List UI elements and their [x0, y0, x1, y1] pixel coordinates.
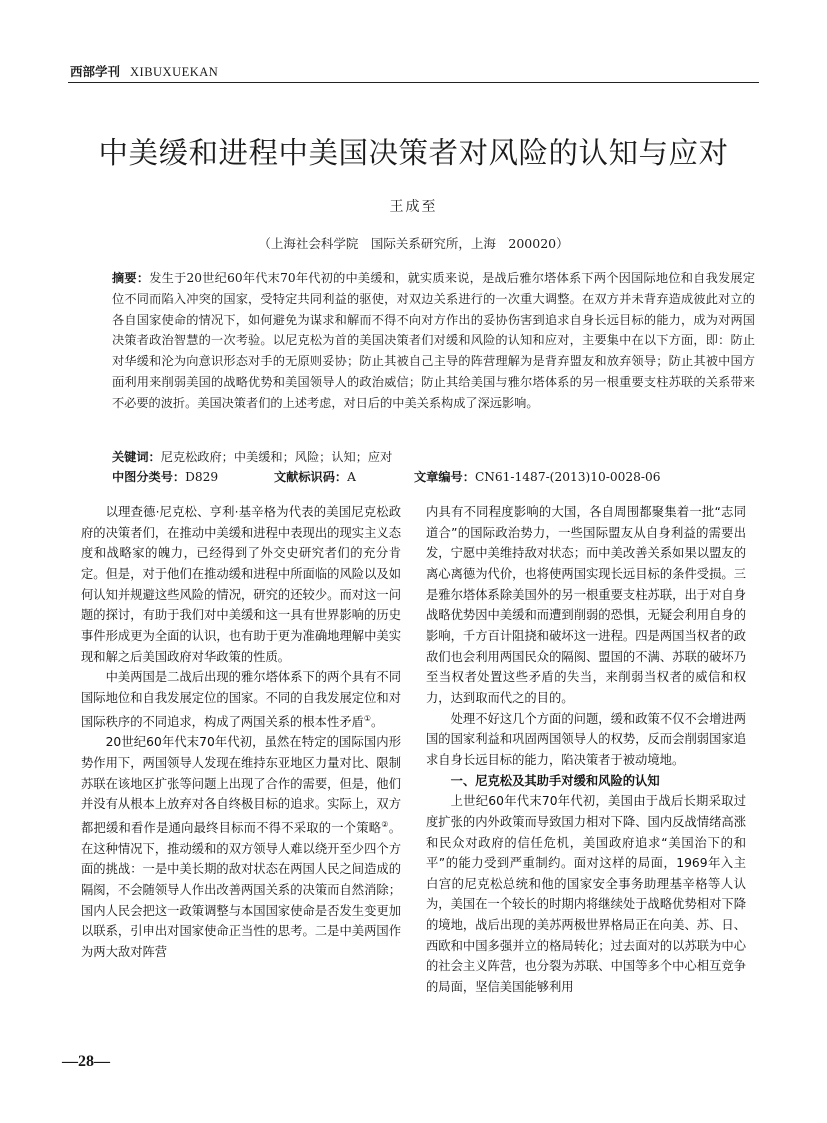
footnote-ref[interactable]: ① — [363, 713, 372, 723]
journal-name-en: XIBUXUEKAN — [130, 65, 219, 79]
journal-header — [70, 62, 218, 80]
keywords — [112, 448, 392, 465]
article-title: 中美缓和进程中美国决策者对风险的认知与应对 — [98, 136, 729, 170]
header-rule — [68, 82, 759, 83]
journal-name-cn: 西部学刊 — [70, 64, 121, 79]
clc-number — [112, 468, 218, 485]
paragraph: 内具有不同程度影响的大国，各自周围都聚集着一批“志同道合”的国际政治势力，一些国际盟友从自身利益的需要出发，宁愿中美维持敌对状态；而中美改善关系如果以盟友的离心离德为代价，也将使两国实现长远目标的条件受损。三是雅尔塔体系除美国外的另一根重要支柱苏联，出于对自身战略优势因中美缓和而遭到削弱的恐惧，无疑会利用自身的影响，千方百计阻挠和破坏这一进程。四是两国当权者的政敌们也会利用两国民众的隔阂、盟国的不满、苏联的破坏乃至当权者处置这些矛盾的失当，来削弱当权者的威信和权力，达到取而代之的目的。 — [426, 505, 746, 705]
document-code — [274, 468, 356, 485]
page-number: —28— — [62, 1053, 110, 1070]
paragraph-text: 中美两国是二战后出现的雅尔塔体系下的两个具有不同国际地位和自我发展定位的国家。不同的自我发展定位和对国际秩序的不同追求，构成了两国关系的根本性矛盾 — [81, 670, 401, 729]
paragraph-text-end: 。在这种情况下，推动缓和的双方领导人难以绕开至少四个方面的挑战：一是中美长期的敌对状态在两国人民之间造成的隔阂，不会随领导人作出改善两国关系的决策而自然消除；国内人民会把这一政策调整与本国国家使命是否发生变更加以联系，引申出对国家使命正当性的思考。二是中美两国作为两大敌对阵营 — [81, 821, 401, 959]
doc-code-value: A — [347, 470, 356, 484]
article-number — [414, 468, 660, 485]
paragraph-text-end: 。 — [371, 714, 384, 729]
clc-value: D829 — [185, 470, 219, 484]
body-column-left — [81, 502, 401, 963]
article-affiliation: （上海社会科学院 国际关系研究所，上海 200020） — [258, 236, 569, 251]
paragraph-text: 20世纪60年代末70年代初，虽然在特定的国际国内形势作用下，两国领导人发现在维持东亚地区力量对比、限制苏联在该地区扩张等问题上出现了合作的需要，但是，他们并没有从根本上放弃对各自终极目标的追求。实际上，双方都把缓和看作是通向最终目标而不得不采取的一个策略 — [81, 735, 401, 836]
paragraph: 处理不好这几个方面的问题，缓和政策不仅不会增进两国的国家利益和巩固两国领导人的权势，反而会削弱国家追求自身长远目标的能力，陷决策者于被动境地。 — [426, 711, 746, 767]
footnote-ref[interactable]: ② — [381, 819, 389, 829]
abstract-text: 发生于20世纪60年代末70年代初的中美缓和，就实质来说，是战后雅尔塔体系下两个因国际地位和自我发展定位不同而陷入冲突的国家，受特定共同利益的驱使，对双边关系进行的一次重大调整。在双方并未背弃造成彼此对立的各自国家使命的情况下，如何避免为谋求和解而不得不向对方作出的妥协伤害到追求自身长远目标的能力，成为对两国决策者政治智慧的一次考验。以尼克松为首的美国决策者们对缓和风险的认知和应对，主要集中在以下方面，即：防止对华缓和沦为向意识形态对手的无原则妥协；防止其被自己主导的阵营理解为是背弃盟友和放弃领导；防止其被中国方面利用来削弱美国的战略优势和美国领导人的政治威信；防止其给美国与雅尔塔体系的另一根重要支柱苏联的关系带来不必要的波折。美国决策者们的上述考虑，对日后的中美关系构成了深远影响。 — [112, 271, 756, 410]
article-author: 王成至 — [389, 199, 438, 215]
paragraph — [81, 667, 401, 732]
section-heading: 一、尼克松及其助手对缓和风险的认知 — [450, 773, 660, 788]
abstract — [112, 268, 755, 414]
keywords-text: 尼克松政府；中美缓和；风险；认知；应对 — [160, 450, 393, 464]
article-no-label: 文章编号： — [414, 470, 475, 484]
paragraph — [81, 732, 401, 962]
body-column-right — [426, 502, 746, 998]
keywords-label: 关键词： — [112, 450, 161, 464]
doc-code-label: 文献标识码： — [274, 470, 348, 484]
paragraph: 以理查德·尼克松、亨利·基辛格为代表的美国尼克松政府的决策者们，在推动中美缓和进程中表现出的现实主义态度和战略家的魄力，已经得到了外交史研究者们的充分肯定。但是，对于他们在推动缓和进程中所面临的风险以及如何认知并规避这些风险的情况，研究的还较少。而对这一问题的探讨，有助于我们对中美缓和这一具有世界影响的历史事件形成更为全面的认识，也有助于更为准确地理解中美实现和解之后美国政府对华政策的性质。 — [81, 505, 401, 664]
paragraph: 上世纪60年代末70年代初，美国由于战后长期采取过度扩张的内外政策而导致国力相对下降、国内反战情绪高涨和民众对政府的信任危机，美国政府追求“美国治下的和平”的能力受到严重制约。面对这样的局面，1969年入主白宫的尼克松总统和他的国家安全事务助理基辛格等人认为，美国在一个较长的时期内将继续处于战略优势相对下降的境地，战后出现的美苏两极世界格局正在向美、苏、日、西欧和中国多强并立的格局转化；过去面对的以苏联为中心的社会主义阵营，也分裂为苏联、中国等多个中心相互竞争的局面，坚信美国能够利用 — [426, 794, 746, 995]
article-no-value: CN61-1487-(2013)10-0028-06 — [474, 470, 661, 484]
article-meta — [112, 468, 755, 486]
clc-label: 中图分类号： — [112, 470, 186, 484]
abstract-label: 摘要： — [112, 271, 150, 285]
